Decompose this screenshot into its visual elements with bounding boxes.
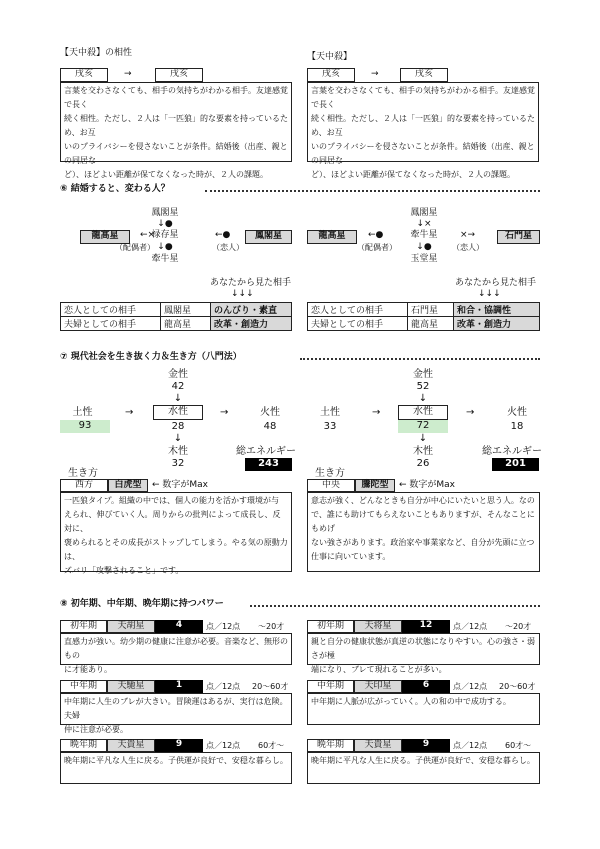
max-note: ← 数字がMax (152, 480, 209, 490)
water-label: 水性 (153, 405, 203, 420)
period-text: 晩年期に平凡な人生に戻る。子供運が良好で、安穏な暮らし。 (60, 752, 292, 784)
period-score: 9 (155, 739, 203, 752)
way-text: 意志が強く、どんなときも自分が中心にいたいと思う人。なの で、誰にも助けてもらえないこともありますが、そんなことにもめげ ない強さがあります。政治家や事業家など、自分が先頭に立つ 仕事に向いています。 (307, 492, 540, 572)
caption: あなたから見た相手 (210, 278, 292, 288)
down-arrow: ↓ (173, 433, 183, 444)
type-badge: 騰陀型 (355, 479, 395, 492)
section-7-heading: ⑦ 現代社会を生き抜く力＆生き方（八門法） (60, 352, 242, 362)
lover-label: （恋人） (212, 243, 244, 252)
metal-label: 金性 (168, 369, 188, 380)
age-range: 60才〜 (258, 741, 285, 750)
period-star: 天胡星 (107, 620, 155, 633)
spouse-label: （配偶者） (357, 243, 397, 252)
way-label: 生き方 (315, 468, 345, 479)
metal-value: 42 (171, 381, 185, 392)
way-text: 一匹狼タイプ。組織の中では、個人の能力を活かす環境が与 えられ、伸びていく人。周りからの批判によって成長し、反対に、 褒められるとその成長がストップしてしまう。やる気の原動力は、 ズバリ「攻撃されること」です。 (60, 492, 292, 572)
age-range: 〜20才 (505, 622, 532, 631)
period-label: 初年期 (307, 620, 354, 633)
fire-value: 48 (263, 421, 277, 432)
direction: 西方 (60, 479, 108, 492)
compat-text: 言葉を交わさなくても、相手の気持ちがわかる相手。友達感覚で長く 続く相性。ただし、２人は「一匹狼」的な要素を持っているため、お互 いのプライバシーを侵さないことが条件。結婚後（出産、親との同居な ど）、ほどよい距離が保てなくなった時が、２人の課題。 (60, 82, 292, 162)
spouse-label: （配偶者） (115, 243, 155, 252)
table-row: 恋人としての相手 石門星 和合・協調性 (308, 303, 540, 317)
pair-to: 戌亥 (400, 68, 448, 82)
period-text: 直感力が強い。幼少期の健康に注意が必要。音楽など、無形のもの に才能あり。 (60, 633, 292, 665)
water-label: 水性 (398, 405, 448, 420)
age-range: 20〜60才 (499, 682, 536, 691)
period-text: 晩年期に平凡な人生に戻る。子供運が良好で、安穏な暮らし。 (307, 752, 540, 784)
period-label: 晩年期 (307, 739, 354, 752)
period-label: 初年期 (60, 620, 107, 633)
period-text: 親と自分の健康状態が真逆の状態になりやすい。心の強さ・弱さが極 端になり、ブレて現れることが多い。 (307, 633, 540, 665)
period-star: 天将星 (354, 620, 402, 633)
wood-label: 木性 (168, 446, 188, 457)
period-score: 12 (402, 620, 450, 633)
compat-title: 【天中殺】の相性 (60, 48, 133, 58)
dotted-divider (250, 605, 540, 607)
earth-value: 93 (60, 420, 110, 433)
lover-arrow: ←● (215, 230, 231, 240)
energy-label: 総エネルギー (482, 446, 542, 457)
type-badge: 白虎型 (108, 479, 148, 492)
period-score: 9 (402, 739, 450, 752)
fire-value: 18 (510, 421, 524, 432)
fire-label: 火性 (260, 407, 280, 418)
mark-1: ↓× (416, 219, 432, 229)
table-row: 夫婦としての相手 龍高星 改革・創造力 (308, 317, 540, 331)
period-label: 中年期 (60, 680, 107, 693)
flow-arrow: → (220, 407, 229, 418)
table-row: 夫婦としての相手 龍高星 改革・創造力 (61, 317, 292, 331)
spouse-star: 龍高星 (80, 230, 130, 244)
star-top: 鳳閣星 (410, 208, 438, 218)
energy-label: 総エネルギー (236, 446, 296, 457)
partner-table (307, 302, 540, 331)
score-unit: 点／12点 (206, 682, 241, 691)
table-row: 恋人としての相手 鳳閣星 のんびり・素直 (61, 303, 292, 317)
mark-1: ↓● (157, 219, 173, 229)
lover-arrow: ×→ (460, 230, 476, 240)
age-range: 〜20才 (258, 622, 285, 631)
spouse-star: 龍高星 (307, 230, 357, 244)
water-value: 28 (171, 421, 185, 432)
score-unit: 点／12点 (453, 622, 488, 631)
score-unit: 点／12点 (206, 622, 241, 631)
pair-from: 戌亥 (307, 68, 355, 82)
mark-2: ↓● (157, 242, 173, 252)
period-score: 6 (402, 680, 450, 693)
earth-label: 土性 (72, 407, 93, 418)
section-6-heading: ⑥ 結婚すると、変わる人？ (60, 184, 170, 194)
dotted-divider (205, 190, 540, 192)
wood-label: 木性 (413, 446, 433, 457)
max-note: ← 数字がMax (399, 480, 456, 490)
period-text: 中年期に人脈が広がっていく。人の和の中で成功する。 (307, 693, 540, 725)
partner-table (60, 302, 292, 331)
star-bottom: 牽牛星 (151, 254, 179, 264)
energy-value: 243 (245, 458, 292, 471)
spouse-arrow: ←● (368, 230, 384, 240)
period-label: 晩年期 (60, 739, 107, 752)
age-range: 60才〜 (505, 741, 532, 750)
star-mid: 牽牛星 (410, 230, 438, 240)
down-arrow: ↓ (418, 393, 428, 404)
down-arrow: ↓ (418, 433, 428, 444)
lover-star: 石門星 (497, 230, 540, 244)
earth-label: 土性 (320, 407, 340, 418)
earth-value: 33 (323, 421, 337, 432)
period-score: 4 (155, 620, 203, 633)
score-unit: 点／12点 (453, 682, 488, 691)
pair-arrow: → (371, 69, 379, 79)
caption: あなたから見た相手 (455, 278, 537, 288)
lover-star: 鳳閣星 (245, 230, 292, 244)
wood-value: 26 (416, 458, 430, 469)
mark-2: ↓● (416, 242, 432, 252)
down-arrow: ↓ (173, 393, 183, 404)
period-star: 天貴星 (107, 739, 155, 752)
star-mid: 禄存星 (151, 230, 179, 240)
flow-arrow: → (125, 407, 134, 418)
score-unit: 点／12点 (206, 741, 241, 750)
spouse-arrow: ←× (140, 230, 156, 240)
down-arrows: ↓↓↓ (478, 289, 501, 299)
score-unit: 点／12点 (453, 741, 488, 750)
pair-to: 戌亥 (155, 68, 203, 82)
period-star: 天馳星 (107, 680, 155, 693)
direction: 中央 (307, 479, 355, 492)
pair-from: 戌亥 (60, 68, 108, 82)
period-label: 中年期 (307, 680, 354, 693)
pair-arrow: → (124, 69, 132, 79)
period-star: 天印星 (354, 680, 402, 693)
star-bottom: 玉堂星 (410, 254, 438, 264)
energy-value: 201 (492, 458, 539, 471)
wood-value: 32 (171, 458, 185, 469)
down-arrows: ↓↓↓ (231, 289, 254, 299)
water-value: 72 (398, 420, 448, 433)
period-star: 天貴星 (354, 739, 402, 752)
metal-value: 52 (416, 381, 430, 392)
period-text: 中年期に人生のブレが大きい。冒険運はあるが、実行は危険。夫婦 仲に注意が必要。 (60, 693, 292, 725)
star-top: 鳳閣星 (151, 208, 179, 218)
compat-title: 【天中殺】 (307, 52, 353, 62)
fire-label: 火性 (507, 407, 527, 418)
flow-arrow: → (372, 407, 381, 418)
metal-label: 金性 (413, 369, 433, 380)
flow-arrow: → (466, 407, 475, 418)
dotted-divider (300, 358, 540, 360)
way-label: 生き方 (68, 468, 98, 479)
lover-label: （恋人） (452, 243, 484, 252)
period-score: 1 (155, 680, 203, 693)
compat-text: 言葉を交わさなくても、相手の気持ちがわかる相手。友達感覚で長く 続く相性。ただし、２人は「一匹狼」的な要素を持っているため、お互 いのプライバシーを侵さないことが条件。結婚後（出産、親との同居な ど）、ほどよい距離が保てなくなった時が、２人の課題。 (307, 82, 539, 162)
age-range: 20〜60才 (252, 682, 289, 691)
section-8-heading: ⑧ 初年期、中年期、晩年期に持つパワー (60, 599, 224, 609)
